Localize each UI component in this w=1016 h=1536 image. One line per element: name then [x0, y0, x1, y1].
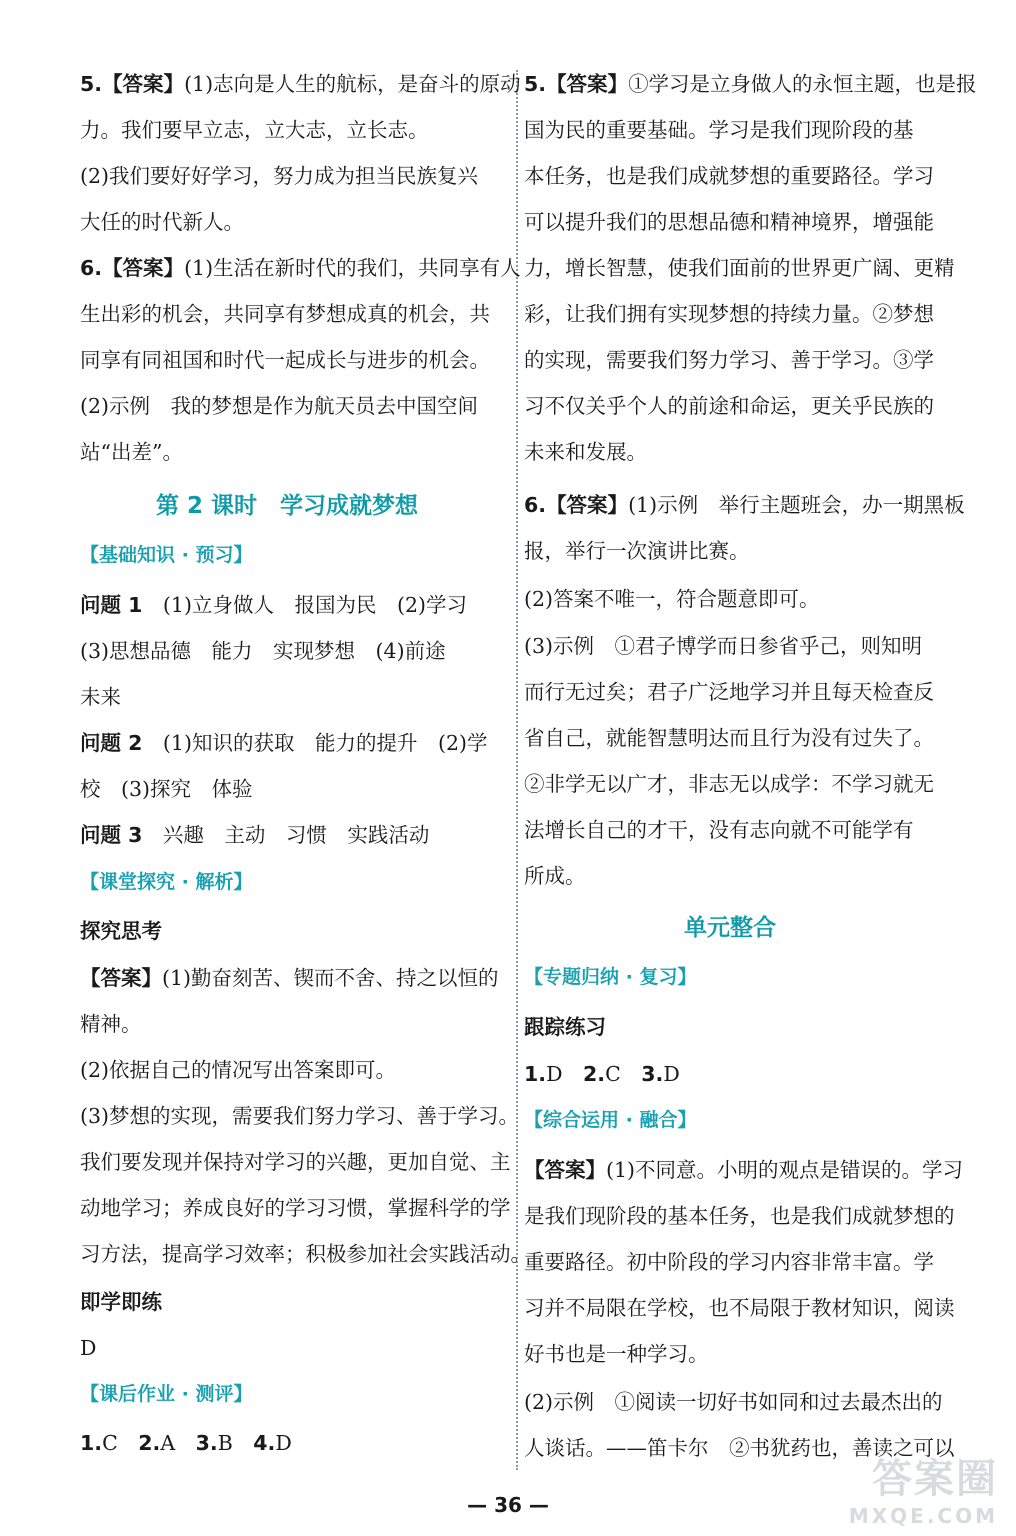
explore-title: 探究思考 [80, 919, 162, 943]
q6-line-3: 同享有同祖国和时代一起成长与进步的机会。 [80, 348, 490, 372]
q6-line-5: 站“出差”。 [80, 440, 183, 464]
q6-line-2: 生出彩的机会，共同享有梦想成真的机会，共 [80, 302, 490, 326]
r-q6-line-1: 6.【答案】(1)示例 举行主题班会，办一期黑板 [524, 493, 965, 517]
q5-line-2: 力。我们要早立志，立大志，立长志。 [80, 118, 429, 142]
q6-line-4: (2)示例 我的梦想是作为航天员去中国空间 [80, 394, 479, 418]
q5-line-4: 大任的时代新人。 [80, 210, 244, 234]
question-1-line-1: 问题 1 (1)立身做人 报国为民 (2)学习 [80, 593, 467, 617]
q5-line-1: 5.【答案】(1)志向是人生的航标，是奋斗的原动 [80, 72, 521, 96]
r-q5-line-7: 的实现，需要我们努力学习、善于学习。③学 [524, 348, 934, 372]
question-2-line-2: 校 (3)探究 体验 [80, 777, 253, 801]
r-q6-line-7: ②非学无以广才，非志无以成学：不学习就无 [524, 772, 934, 796]
section-explore: 【课堂探究 · 解析】 [80, 871, 253, 893]
practice-answer: D [80, 1336, 97, 1360]
apply-line-2: 是我们现阶段的基本任务，也是我们成就梦想的 [524, 1204, 955, 1228]
apply-line-5: 好书也是一种学习。 [524, 1342, 709, 1366]
r-q5-line-5: 力，增长智慧，使我们面前的世界更广阔、更精 [524, 256, 955, 280]
watermark-text: 答案圈 [872, 1456, 998, 1502]
watermark-logo [849, 1447, 998, 1528]
explore-line-5: 我们要发现并保持对学习的兴趣，更加自觉、主 [80, 1150, 511, 1174]
tracking-answers: 1.D 2.C 3.D [524, 1062, 680, 1086]
homework-answers: 1.C 2.A 3.B 4.D [80, 1431, 292, 1455]
explore-line-6: 动地学习；养成良好的学习习惯，掌握科学的学 [80, 1196, 511, 1220]
r-q6-line-9: 所成。 [524, 864, 586, 888]
r-q6-line-6: 省自己，就能智慧明达而且行为没有过失了。 [524, 726, 934, 750]
r-q6-line-8: 法增长自己的才干，没有志向就不可能学有 [524, 818, 914, 842]
explore-line-2: 精神。 [80, 1012, 142, 1036]
lesson-title: 第 2 课时 学习成就梦想 [156, 493, 419, 519]
r-q5-line-4: 可以提升我们的思想品德和精神境界，增强能 [524, 210, 934, 234]
question-2-line-1: 问题 2 (1)知识的获取 能力的提升 (2)学 [80, 731, 488, 755]
explore-line-3: (2)依据自己的情况写出答案即可。 [80, 1058, 397, 1082]
r-q5-line-8: 习不仅关乎个人的前途和命运，更关乎民族的 [524, 394, 934, 418]
r-q6-line-4: (3)示例 ①君子博学而日参省乎己，则知明 [524, 634, 923, 658]
section-preview: 【基础知识 · 预习】 [80, 544, 253, 566]
r-q6-line-2: 报，举行一次演讲比赛。 [524, 539, 750, 563]
explore-line-1: 【答案】(1)勤奋刻苦、锲而不舍、持之以恒的 [80, 966, 499, 990]
r-q5-line-1: 5.【答案】①学习是立身做人的永恒主题，也是报 [524, 72, 977, 96]
apply-line-6: (2)示例 ①阅读一切好书如同和过去最杰出的 [524, 1390, 943, 1414]
apply-line-3: 重要路径。初中阶段的学习内容非常丰富。学 [524, 1250, 934, 1274]
section-homework: 【课后作业 · 测评】 [80, 1383, 253, 1405]
r-q5-line-9: 未来和发展。 [524, 440, 647, 464]
r-q5-line-2: 国为民的重要基础。学习是我们现阶段的基 [524, 118, 914, 142]
practice-title: 即学即练 [80, 1290, 162, 1314]
tracking-title: 跟踪练习 [524, 1015, 606, 1039]
q6-line-1: 6.【答案】(1)生活在新时代的我们，共同享有人 [80, 256, 521, 280]
apply-line-7: 人谈话。——笛卡尔 ②书犹药也，善读之可以 [524, 1436, 955, 1460]
explore-line-4: (3)梦想的实现，需要我们努力学习、善于学习。 [80, 1104, 520, 1128]
q5-line-3: (2)我们要好好学习，努力成为担当民族复兴 [80, 164, 479, 188]
section-apply: 【综合运用 · 融合】 [524, 1109, 697, 1131]
apply-line-1: 【答案】(1)不同意。小明的观点是错误的。学习 [524, 1158, 964, 1182]
question-1-line-2: (3)思想品德 能力 实现梦想 (4)前途 [80, 639, 446, 663]
unit-title: 单元整合 [684, 915, 776, 941]
r-q6-line-3: (2)答案不唯一，符合题意即可。 [524, 587, 820, 611]
r-q5-line-6: 彩，让我们拥有实现梦想的持续力量。②梦想 [524, 302, 934, 326]
page-number: — 36 — [467, 1493, 549, 1517]
watermark-url: MXQE.COM [848, 1504, 998, 1528]
section-review: 【专题归纳 · 复习】 [524, 966, 697, 988]
apply-line-4: 习并不局限在学校，也不局限于教材知识，阅读 [524, 1296, 955, 1320]
question-3-line-1: 问题 3 兴趣 主动 习惯 实践活动 [80, 823, 430, 847]
r-q5-line-3: 本任务，也是我们成就梦想的重要路径。学习 [524, 164, 934, 188]
explore-line-7: 习方法，提高学习效率；积极参加社会实践活动。 [80, 1242, 531, 1266]
r-q6-line-5: 而行无过矣；君子广泛地学习并且每天检查反 [524, 680, 934, 704]
question-1-line-3: 未来 [80, 685, 121, 709]
